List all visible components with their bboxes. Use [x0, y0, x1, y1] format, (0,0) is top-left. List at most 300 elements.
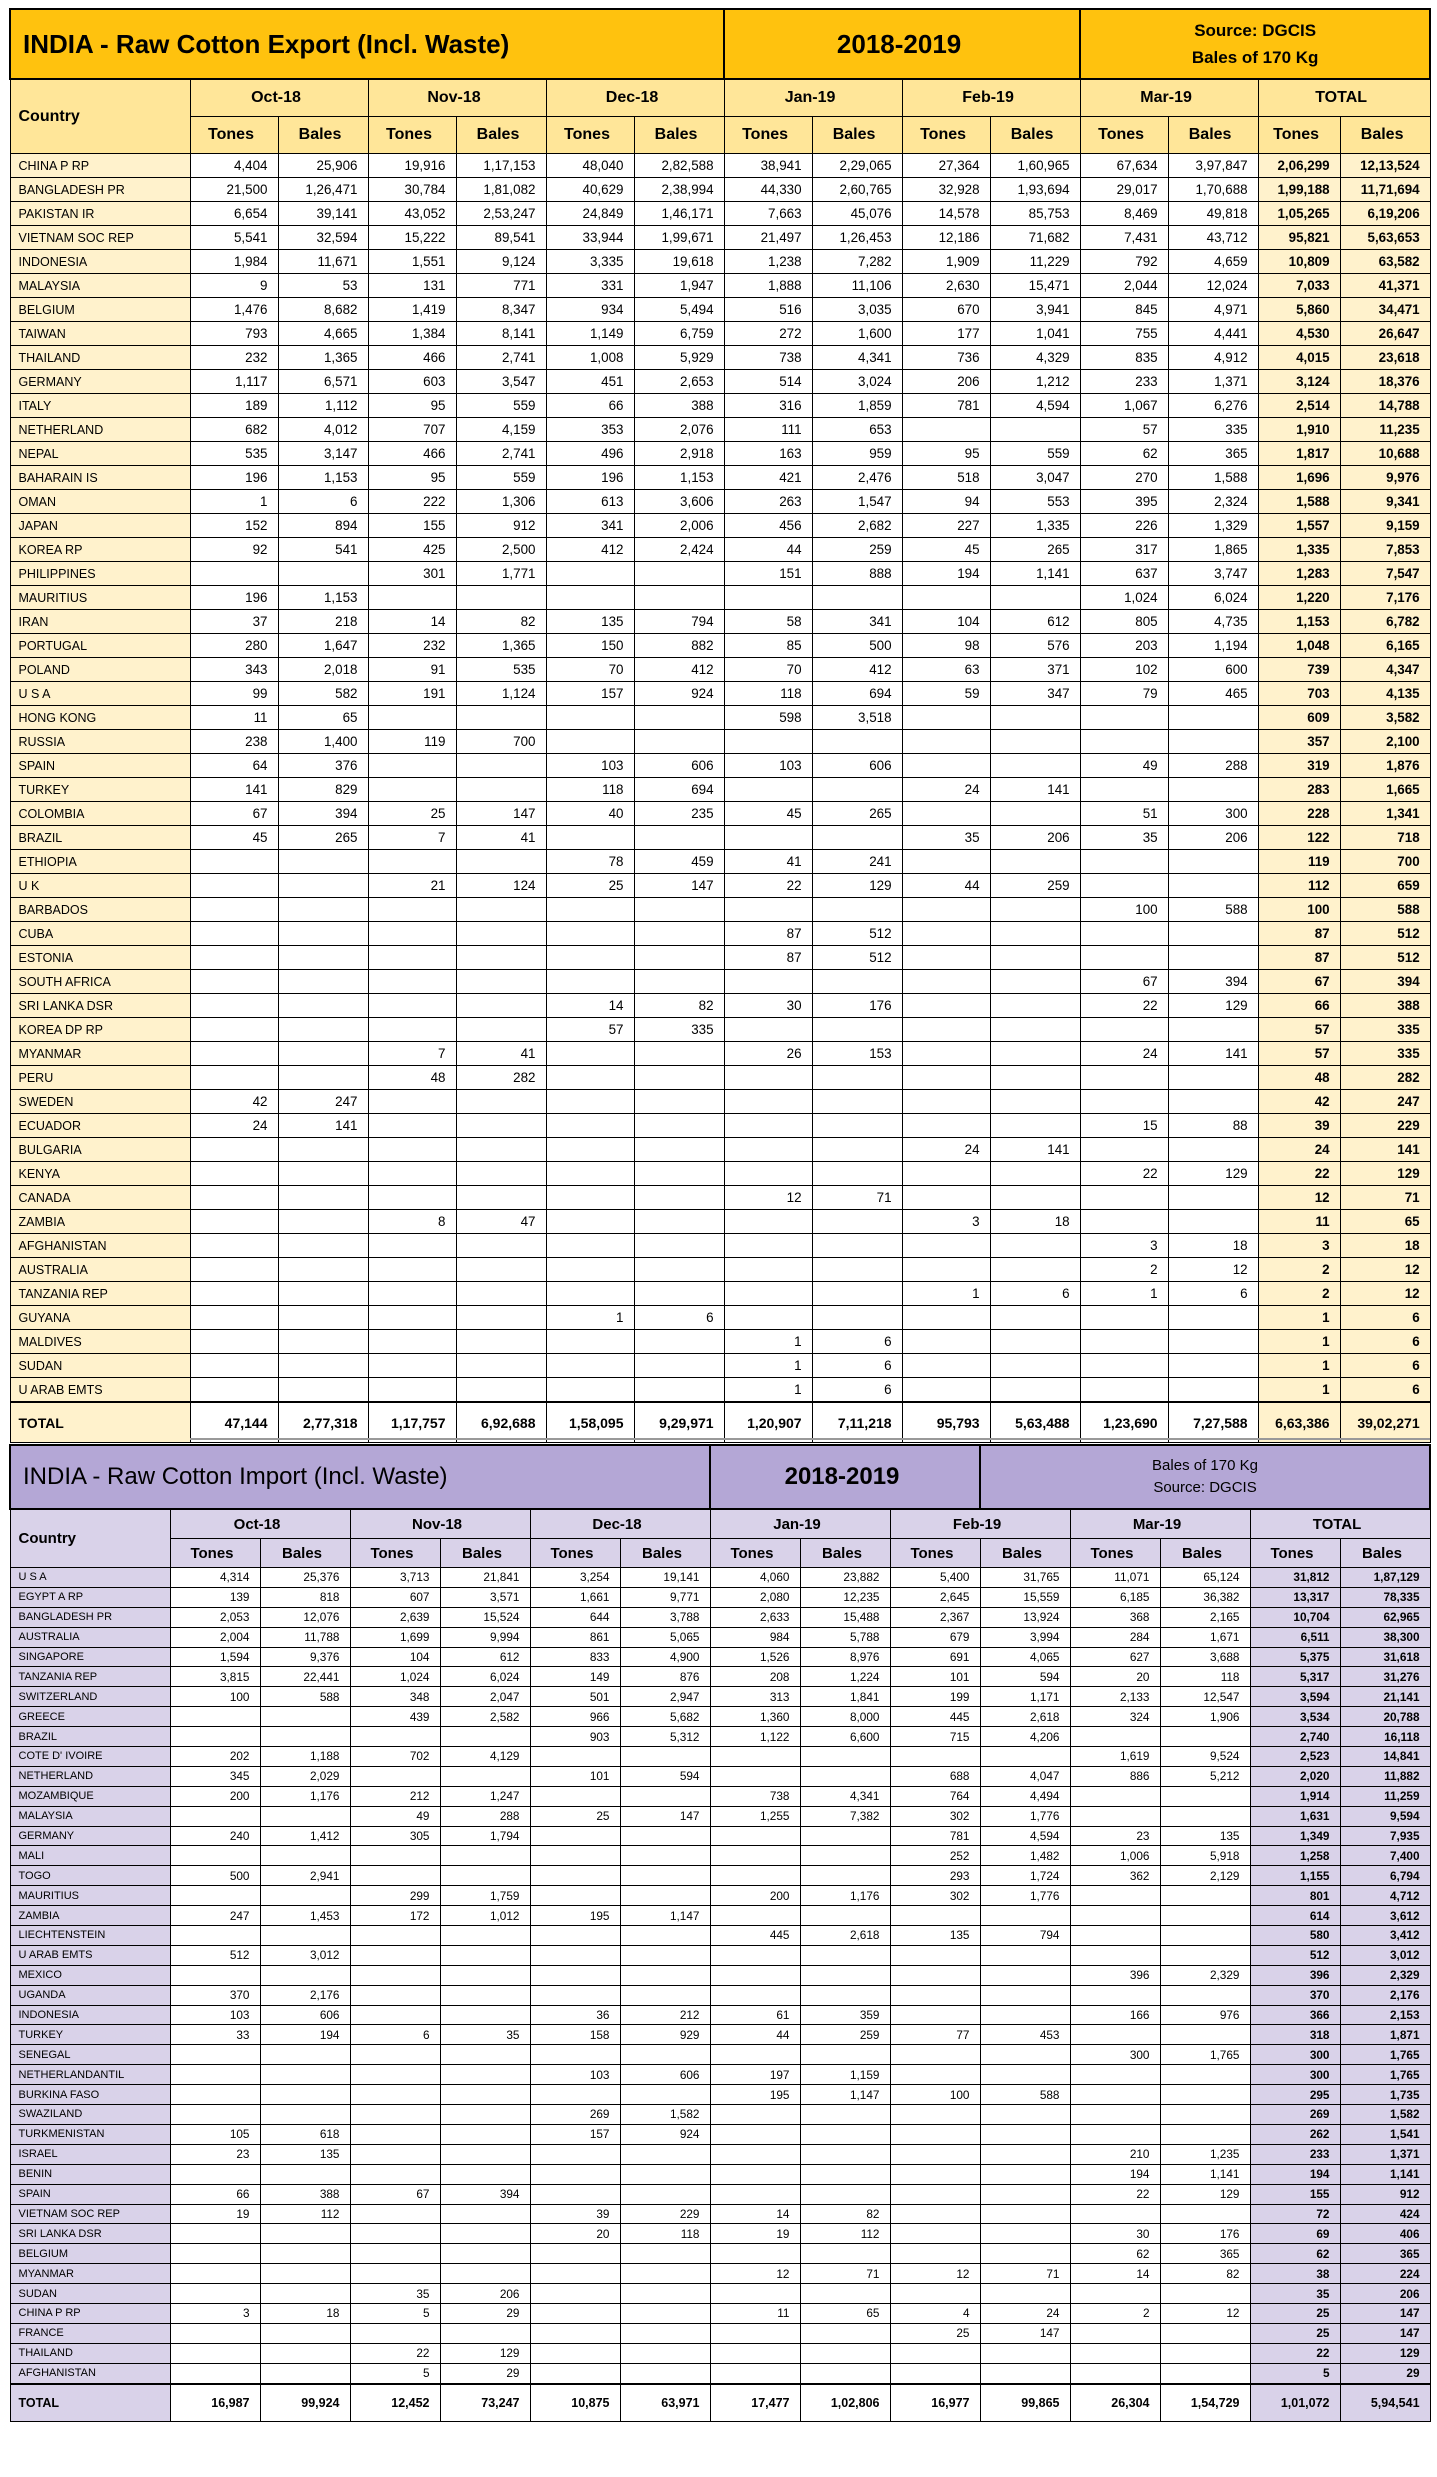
country-cell: TANZANIA REP	[10, 1667, 170, 1687]
value-cell: 1,647	[278, 634, 368, 658]
value-cell: 1,212	[990, 370, 1080, 394]
value-cell: 603	[368, 370, 456, 394]
value-cell	[1080, 1186, 1168, 1210]
value-cell	[902, 898, 990, 922]
value-cell	[724, 1210, 812, 1234]
country-cell: ETHIOPIA	[10, 850, 190, 874]
value-cell: 263	[724, 490, 812, 514]
total-cell: 1,735	[1340, 2085, 1430, 2105]
value-cell	[1160, 2065, 1250, 2085]
value-cell	[890, 1985, 980, 2005]
value-cell: 2,329	[1160, 1965, 1250, 1985]
value-cell: 4,494	[980, 1786, 1070, 1806]
value-cell	[440, 2005, 530, 2025]
total-cell: 739	[1258, 658, 1340, 682]
total-value: 63,971	[620, 2384, 710, 2422]
total-cell: 1	[1258, 1354, 1340, 1378]
value-cell: 101	[530, 1766, 620, 1786]
value-cell: 1,400	[278, 730, 368, 754]
value-cell: 1,176	[800, 1886, 890, 1906]
value-cell: 8,682	[278, 298, 368, 322]
total-cell: 122	[1258, 826, 1340, 850]
value-cell: 518	[902, 466, 990, 490]
value-cell: 2	[1080, 1258, 1168, 1282]
total-value: 1,23,690	[1080, 1402, 1168, 1443]
country-cell: U ARAB EMTS	[10, 1945, 170, 1965]
value-cell: 4,159	[456, 418, 546, 442]
table-row	[10, 418, 1430, 442]
value-cell: 829	[278, 778, 368, 802]
total-cell: 10,704	[1250, 1607, 1340, 1627]
value-cell: 1,26,453	[812, 226, 902, 250]
value-cell: 688	[890, 1766, 980, 1786]
table-row	[10, 778, 1430, 802]
import-year: 2018-2019	[710, 1445, 980, 1509]
value-cell	[530, 1926, 620, 1946]
value-cell: 3,688	[1160, 1647, 1250, 1667]
table-row	[10, 1667, 1430, 1687]
import-bales-header: Bales	[800, 1539, 890, 1568]
value-cell: 2,004	[170, 1627, 260, 1647]
value-cell	[980, 2244, 1070, 2264]
export-total-header: TOTAL	[1258, 79, 1430, 117]
value-cell	[1160, 1985, 1250, 2005]
country-cell: ECUADOR	[10, 1114, 190, 1138]
value-cell	[190, 1042, 278, 1066]
value-cell	[1168, 778, 1258, 802]
total-cell: 141	[1340, 1138, 1430, 1162]
country-cell: COTE D' IVOIRE	[10, 1747, 170, 1767]
table-row	[10, 322, 1430, 346]
value-cell: 7,663	[724, 202, 812, 226]
value-cell: 4,404	[190, 154, 278, 178]
value-cell: 1,365	[278, 346, 368, 370]
value-cell: 1	[1080, 1282, 1168, 1306]
value-cell	[812, 778, 902, 802]
country-cell: U ARAB EMTS	[10, 1378, 190, 1403]
total-cell: 11,71,694	[1340, 178, 1430, 202]
total-cell: 34,471	[1340, 298, 1430, 322]
country-cell: LIECHTENSTEIN	[10, 1926, 170, 1946]
value-cell	[890, 2164, 980, 2184]
value-cell: 19	[710, 2224, 800, 2244]
value-cell: 2,165	[1160, 1607, 1250, 1627]
value-cell: 1,619	[1070, 1747, 1160, 1767]
value-cell: 62	[1080, 442, 1168, 466]
total-cell: 224	[1340, 2264, 1430, 2284]
value-cell	[800, 2144, 890, 2164]
value-cell	[710, 1766, 800, 1786]
value-cell	[368, 946, 456, 970]
country-cell: MALAYSIA	[10, 1806, 170, 1826]
country-cell: FRANCE	[10, 2323, 170, 2343]
value-cell: 5,682	[620, 1707, 710, 1727]
value-cell: 2,618	[800, 1926, 890, 1946]
value-cell: 1	[546, 1306, 634, 1330]
value-cell: 15,471	[990, 274, 1080, 298]
value-cell: 3,606	[634, 490, 724, 514]
value-cell	[1070, 2085, 1160, 2105]
value-cell: 269	[530, 2105, 620, 2125]
value-cell: 1,909	[902, 250, 990, 274]
value-cell	[278, 898, 368, 922]
value-cell: 1,99,671	[634, 226, 724, 250]
value-cell	[990, 730, 1080, 754]
value-cell	[812, 1210, 902, 1234]
value-cell	[634, 1138, 724, 1162]
value-cell	[530, 2164, 620, 2184]
value-cell	[620, 2164, 710, 2184]
value-cell: 670	[902, 298, 990, 322]
value-cell	[1080, 1066, 1168, 1090]
total-cell: 396	[1250, 1965, 1340, 1985]
value-cell	[980, 2284, 1070, 2304]
value-cell	[456, 1018, 546, 1042]
value-cell: 157	[530, 2124, 620, 2144]
value-cell: 2,080	[710, 1587, 800, 1607]
value-cell	[812, 1018, 902, 1042]
value-cell	[710, 2343, 800, 2363]
value-cell: 32,594	[278, 226, 368, 250]
value-cell	[190, 946, 278, 970]
value-cell: 59	[902, 682, 990, 706]
total-cell: 11	[1258, 1210, 1340, 1234]
value-cell	[1080, 922, 1168, 946]
table-row	[10, 2124, 1430, 2144]
country-cell: GREECE	[10, 1707, 170, 1727]
value-cell: 4,060	[710, 1568, 800, 1588]
value-cell	[710, 2284, 800, 2304]
value-cell: 5,494	[634, 298, 724, 322]
value-cell	[710, 1906, 800, 1926]
total-cell: 6	[1340, 1378, 1430, 1403]
country-cell: CUBA	[10, 922, 190, 946]
table-row	[10, 2264, 1430, 2284]
table-row	[10, 1568, 1430, 1588]
value-cell	[170, 2244, 260, 2264]
value-cell: 101	[890, 1667, 980, 1687]
value-cell: 11,106	[812, 274, 902, 298]
value-cell: 15,488	[800, 1607, 890, 1627]
value-cell: 576	[990, 634, 1080, 658]
total-cell: 14,841	[1340, 1747, 1430, 1767]
table-row	[10, 442, 1430, 466]
value-cell: 5,065	[620, 1627, 710, 1647]
value-cell	[1160, 1926, 1250, 1946]
value-cell: 12	[1160, 2303, 1250, 2323]
value-cell: 58	[724, 610, 812, 634]
import-tones-header: Tones	[890, 1539, 980, 1568]
value-cell	[190, 1234, 278, 1258]
value-cell	[278, 1234, 368, 1258]
value-cell: 19,916	[368, 154, 456, 178]
value-cell: 147	[980, 2323, 1070, 2343]
export-country-header: Country	[10, 79, 190, 154]
value-cell	[634, 1042, 724, 1066]
export-month-header: Dec-18	[546, 79, 724, 117]
value-cell: 335	[634, 1018, 724, 1042]
value-cell: 496	[546, 442, 634, 466]
value-cell: 24	[980, 2303, 1070, 2323]
value-cell	[1070, 1886, 1160, 1906]
value-cell: 794	[980, 1926, 1070, 1946]
value-cell: 966	[530, 1707, 620, 1727]
value-cell	[190, 1378, 278, 1403]
value-cell	[1070, 2065, 1160, 2085]
value-cell	[440, 2244, 530, 2264]
value-cell: 3,97,847	[1168, 154, 1258, 178]
export-month-header: Jan-19	[724, 79, 902, 117]
value-cell	[350, 1846, 440, 1866]
value-cell	[890, 2244, 980, 2264]
total-cell: 6,165	[1340, 634, 1430, 658]
value-cell	[440, 2164, 530, 2184]
total-value: 9,29,971	[634, 1402, 724, 1443]
total-cell: 2,153	[1340, 2005, 1430, 2025]
value-cell: 2,682	[812, 514, 902, 538]
value-cell: 15,559	[980, 1587, 1070, 1607]
value-cell	[800, 2323, 890, 2343]
table-row	[10, 2005, 1430, 2025]
value-cell	[990, 1162, 1080, 1186]
export-bales-header: Bales	[990, 117, 1080, 154]
value-cell: 453	[980, 2025, 1070, 2045]
value-cell	[710, 2124, 800, 2144]
value-cell: 1	[724, 1378, 812, 1403]
total-cell: 14,788	[1340, 394, 1430, 418]
table-row	[10, 2343, 1430, 2363]
value-cell	[1080, 1330, 1168, 1354]
value-cell	[902, 946, 990, 970]
country-cell: BELGIUM	[10, 2244, 170, 2264]
country-cell: CANADA	[10, 1186, 190, 1210]
value-cell	[278, 1210, 368, 1234]
value-cell: 924	[620, 2124, 710, 2144]
value-cell	[634, 1330, 724, 1354]
value-cell: 1,482	[980, 1846, 1070, 1866]
value-cell	[1160, 2343, 1250, 2363]
country-cell: PORTUGAL	[10, 634, 190, 658]
value-cell	[710, 1985, 800, 2005]
value-cell: 197	[710, 2065, 800, 2085]
value-cell: 388	[634, 394, 724, 418]
total-value: 95,793	[902, 1402, 990, 1443]
export-tones-header: Tones	[190, 117, 278, 154]
export-month-header: Mar-19	[1080, 79, 1258, 117]
value-cell: 465	[1168, 682, 1258, 706]
value-cell	[902, 730, 990, 754]
value-cell: 694	[812, 682, 902, 706]
value-cell: 241	[812, 850, 902, 874]
value-cell: 141	[278, 1114, 368, 1138]
total-cell: 25	[1250, 2323, 1340, 2343]
value-cell: 1,582	[620, 2105, 710, 2125]
total-cell: 335	[1340, 1042, 1430, 1066]
value-cell: 43,712	[1168, 226, 1258, 250]
table-row	[10, 1747, 1430, 1767]
country-cell: THAILAND	[10, 2343, 170, 2363]
value-cell: 594	[620, 1766, 710, 1786]
value-cell: 738	[724, 346, 812, 370]
value-cell	[546, 826, 634, 850]
import-bales-header: Bales	[980, 1539, 1070, 1568]
total-cell: 7,033	[1258, 274, 1340, 298]
import-month-header: Dec-18	[530, 1509, 710, 1539]
table-row	[10, 1234, 1430, 1258]
import-tones-header: Tones	[350, 1539, 440, 1568]
total-cell: 87	[1258, 922, 1340, 946]
value-cell	[368, 586, 456, 610]
value-cell	[724, 1066, 812, 1090]
value-cell: 541	[278, 538, 368, 562]
value-cell: 313	[710, 1687, 800, 1707]
value-cell: 2,053	[170, 1607, 260, 1627]
total-cell: 1,153	[1258, 610, 1340, 634]
value-cell	[440, 2124, 530, 2144]
export-bales-header: Bales	[634, 117, 724, 154]
value-cell: 100	[1080, 898, 1168, 922]
value-cell: 594	[980, 1667, 1070, 1687]
import-source-line1: Bales of 170 Kg	[1152, 1457, 1258, 1474]
value-cell: 934	[546, 298, 634, 322]
value-cell: 818	[260, 1587, 350, 1607]
value-cell: 12	[890, 2264, 980, 2284]
country-cell: IRAN	[10, 610, 190, 634]
value-cell	[800, 2124, 890, 2144]
value-cell: 62	[1070, 2244, 1160, 2264]
value-cell: 45	[190, 826, 278, 850]
total-cell: 6,511	[1250, 1627, 1340, 1647]
value-cell	[980, 1747, 1070, 1767]
value-cell: 129	[812, 874, 902, 898]
value-cell	[990, 1090, 1080, 1114]
value-cell: 365	[1160, 2244, 1250, 2264]
value-cell	[990, 1114, 1080, 1138]
total-cell: 394	[1340, 970, 1430, 994]
value-cell: 1,841	[800, 1687, 890, 1707]
value-cell	[1160, 2085, 1250, 2105]
value-cell	[546, 1258, 634, 1282]
table-row	[10, 2065, 1430, 2085]
value-cell	[278, 1186, 368, 1210]
value-cell: 1,024	[350, 1667, 440, 1687]
value-cell: 45	[902, 538, 990, 562]
value-cell	[890, 2343, 980, 2363]
value-cell: 9,524	[1160, 1747, 1250, 1767]
value-cell	[1160, 2323, 1250, 2343]
value-cell: 103	[724, 754, 812, 778]
value-cell: 196	[190, 466, 278, 490]
table-row	[10, 610, 1430, 634]
value-cell: 1,724	[980, 1866, 1070, 1886]
value-cell: 362	[1070, 1866, 1160, 1886]
total-value: 47,144	[190, 1402, 278, 1443]
value-cell: 12	[724, 1186, 812, 1210]
value-cell: 118	[724, 682, 812, 706]
value-cell: 4,735	[1168, 610, 1258, 634]
total-cell: 31,276	[1340, 1667, 1430, 1687]
value-cell: 57	[1080, 418, 1168, 442]
value-cell: 11	[190, 706, 278, 730]
value-cell: 738	[710, 1786, 800, 1806]
table-row	[10, 1786, 1430, 1806]
value-cell: 177	[902, 322, 990, 346]
value-cell	[456, 1354, 546, 1378]
value-cell: 2,424	[634, 538, 724, 562]
value-cell	[1160, 2025, 1250, 2045]
value-cell	[990, 1354, 1080, 1378]
value-cell: 5,541	[190, 226, 278, 250]
value-cell	[546, 1162, 634, 1186]
value-cell	[980, 2124, 1070, 2144]
value-cell	[620, 2323, 710, 2343]
value-cell: 265	[278, 826, 368, 850]
value-cell: 172	[350, 1906, 440, 1926]
value-cell: 894	[278, 514, 368, 538]
value-cell	[170, 2264, 260, 2284]
value-cell	[990, 1234, 1080, 1258]
value-cell: 1,17,153	[456, 154, 546, 178]
value-cell: 91	[368, 658, 456, 682]
value-cell: 112	[260, 2204, 350, 2224]
table-row	[10, 2085, 1430, 2105]
value-cell	[1160, 2363, 1250, 2383]
table-row	[10, 154, 1430, 178]
value-cell	[634, 706, 724, 730]
value-cell	[710, 2323, 800, 2343]
value-cell	[190, 562, 278, 586]
value-cell	[530, 1747, 620, 1767]
value-cell	[710, 1866, 800, 1886]
value-cell: 43,052	[368, 202, 456, 226]
value-cell	[812, 730, 902, 754]
value-cell: 395	[1080, 490, 1168, 514]
value-cell: 41	[456, 826, 546, 850]
value-cell: 600	[1168, 658, 1258, 682]
value-cell: 2,633	[710, 1607, 800, 1627]
value-cell	[710, 2363, 800, 2383]
value-cell	[1168, 1186, 1258, 1210]
value-cell	[902, 1354, 990, 1378]
value-cell: 95	[368, 466, 456, 490]
country-cell: MYANMAR	[10, 2264, 170, 2284]
value-cell: 882	[634, 634, 724, 658]
value-cell	[1080, 850, 1168, 874]
total-cell: 31,618	[1340, 1647, 1430, 1667]
value-cell: 912	[456, 514, 546, 538]
value-cell: 1,008	[546, 346, 634, 370]
total-value: 1,58,095	[546, 1402, 634, 1443]
value-cell	[350, 2224, 440, 2244]
value-cell	[980, 2065, 1070, 2085]
value-cell	[278, 1330, 368, 1354]
value-cell: 1,024	[1080, 586, 1168, 610]
value-cell: 131	[368, 274, 456, 298]
value-cell: 270	[1080, 466, 1168, 490]
value-cell: 284	[1070, 1627, 1160, 1647]
value-cell: 1,771	[456, 562, 546, 586]
total-cell: 703	[1258, 682, 1340, 706]
country-cell: BENIN	[10, 2164, 170, 2184]
value-cell: 104	[350, 1647, 440, 1667]
value-cell: 229	[620, 2204, 710, 2224]
value-cell: 359	[800, 2005, 890, 2025]
value-cell	[546, 1186, 634, 1210]
value-cell: 3,035	[812, 298, 902, 322]
value-cell: 9,994	[440, 1627, 530, 1647]
country-cell: THAILAND	[10, 346, 190, 370]
value-cell: 79	[1080, 682, 1168, 706]
